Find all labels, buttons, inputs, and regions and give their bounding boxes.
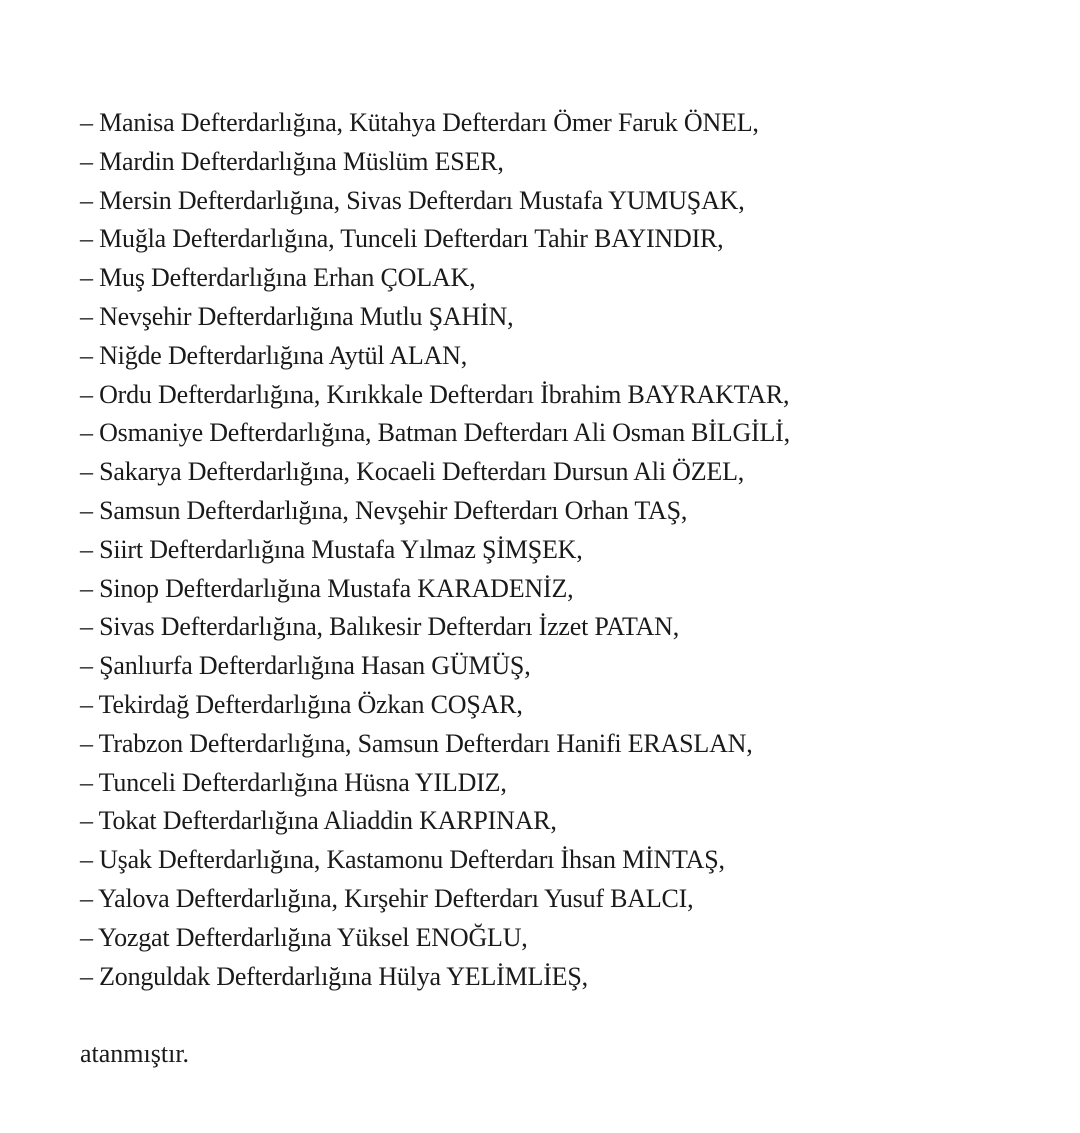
appointment-line: – Tokat Defterdarlığına Aliaddin KARPINAR, (80, 806, 557, 836)
appointment-line: – Sivas Defterdarlığına, Balıkesir Defterdarı İzzet PATAN, (80, 612, 680, 642)
appointment-list (80, 104, 1040, 996)
appointment-line: – Uşak Defterdarlığına, Kastamonu Defterdarı İhsan MİNTAŞ, (80, 845, 725, 875)
appointment-line: – Mersin Defterdarlığına, Sivas Defterdarı Mustafa YUMUŞAK, (80, 185, 745, 215)
appointment-line: – Siirt Defterdarlığına Mustafa Yılmaz ŞİMŞEK, (80, 534, 583, 564)
appointment-line: – Samsun Defterdarlığına, Nevşehir Defterdarı Orhan TAŞ, (80, 495, 688, 525)
appointment-line: – Şanlıurfa Defterdarlığına Hasan GÜMÜŞ, (80, 651, 531, 681)
appointment-line: – Sakarya Defterdarlığına, Kocaeli Defterdarı Dursun Ali ÖZEL, (80, 457, 745, 487)
appointment-line: – Mardin Defterdarlığına Müslüm ESER, (80, 146, 504, 176)
appointment-line: – Muğla Defterdarlığına, Tunceli Defterdarı Tahir BAYINDIR, (80, 224, 724, 254)
appointment-line: – Tekirdağ Defterdarlığına Özkan COŞAR, (80, 689, 523, 719)
appointment-line: – Trabzon Defterdarlığına, Samsun Defterdarı Hanifi ERASLAN, (80, 728, 753, 758)
appointment-line: – Yozgat Defterdarlığına Yüksel ENOĞLU, (80, 922, 528, 952)
appointment-line: – Manisa Defterdarlığına, Kütahya Defterdarı Ömer Faruk ÖNEL, (80, 108, 759, 137)
appointment-line: – Osmaniye Defterdarlığına, Batman Defterdarı Ali Osman BİLGİLİ, (80, 418, 790, 448)
appointment-line: – Yalova Defterdarlığına, Kırşehir Defterdarı Yusuf BALCI, (80, 883, 694, 913)
appointment-line: – Niğde Defterdarlığına Aytül ALAN, (80, 340, 468, 370)
appointment-line: – Muş Defterdarlığına Erhan ÇOLAK, (80, 263, 476, 293)
appointment-line: – Tunceli Defterdarlığına Hüsna YILDIZ, (80, 767, 507, 797)
appointment-line: – Sinop Defterdarlığına Mustafa KARADENİZ, (80, 573, 574, 603)
appointment-line: – Nevşehir Defterdarlığına Mutlu ŞAHİN, (80, 301, 514, 331)
closing-text: atanmıştır. (80, 1039, 190, 1068)
appointment-line: – Zonguldak Defterdarlığına Hülya YELİMLİEŞ, (80, 961, 588, 991)
appointment-line: – Ordu Defterdarlığına, Kırıkkale Defterdarı İbrahim BAYRAKTAR, (80, 379, 790, 409)
